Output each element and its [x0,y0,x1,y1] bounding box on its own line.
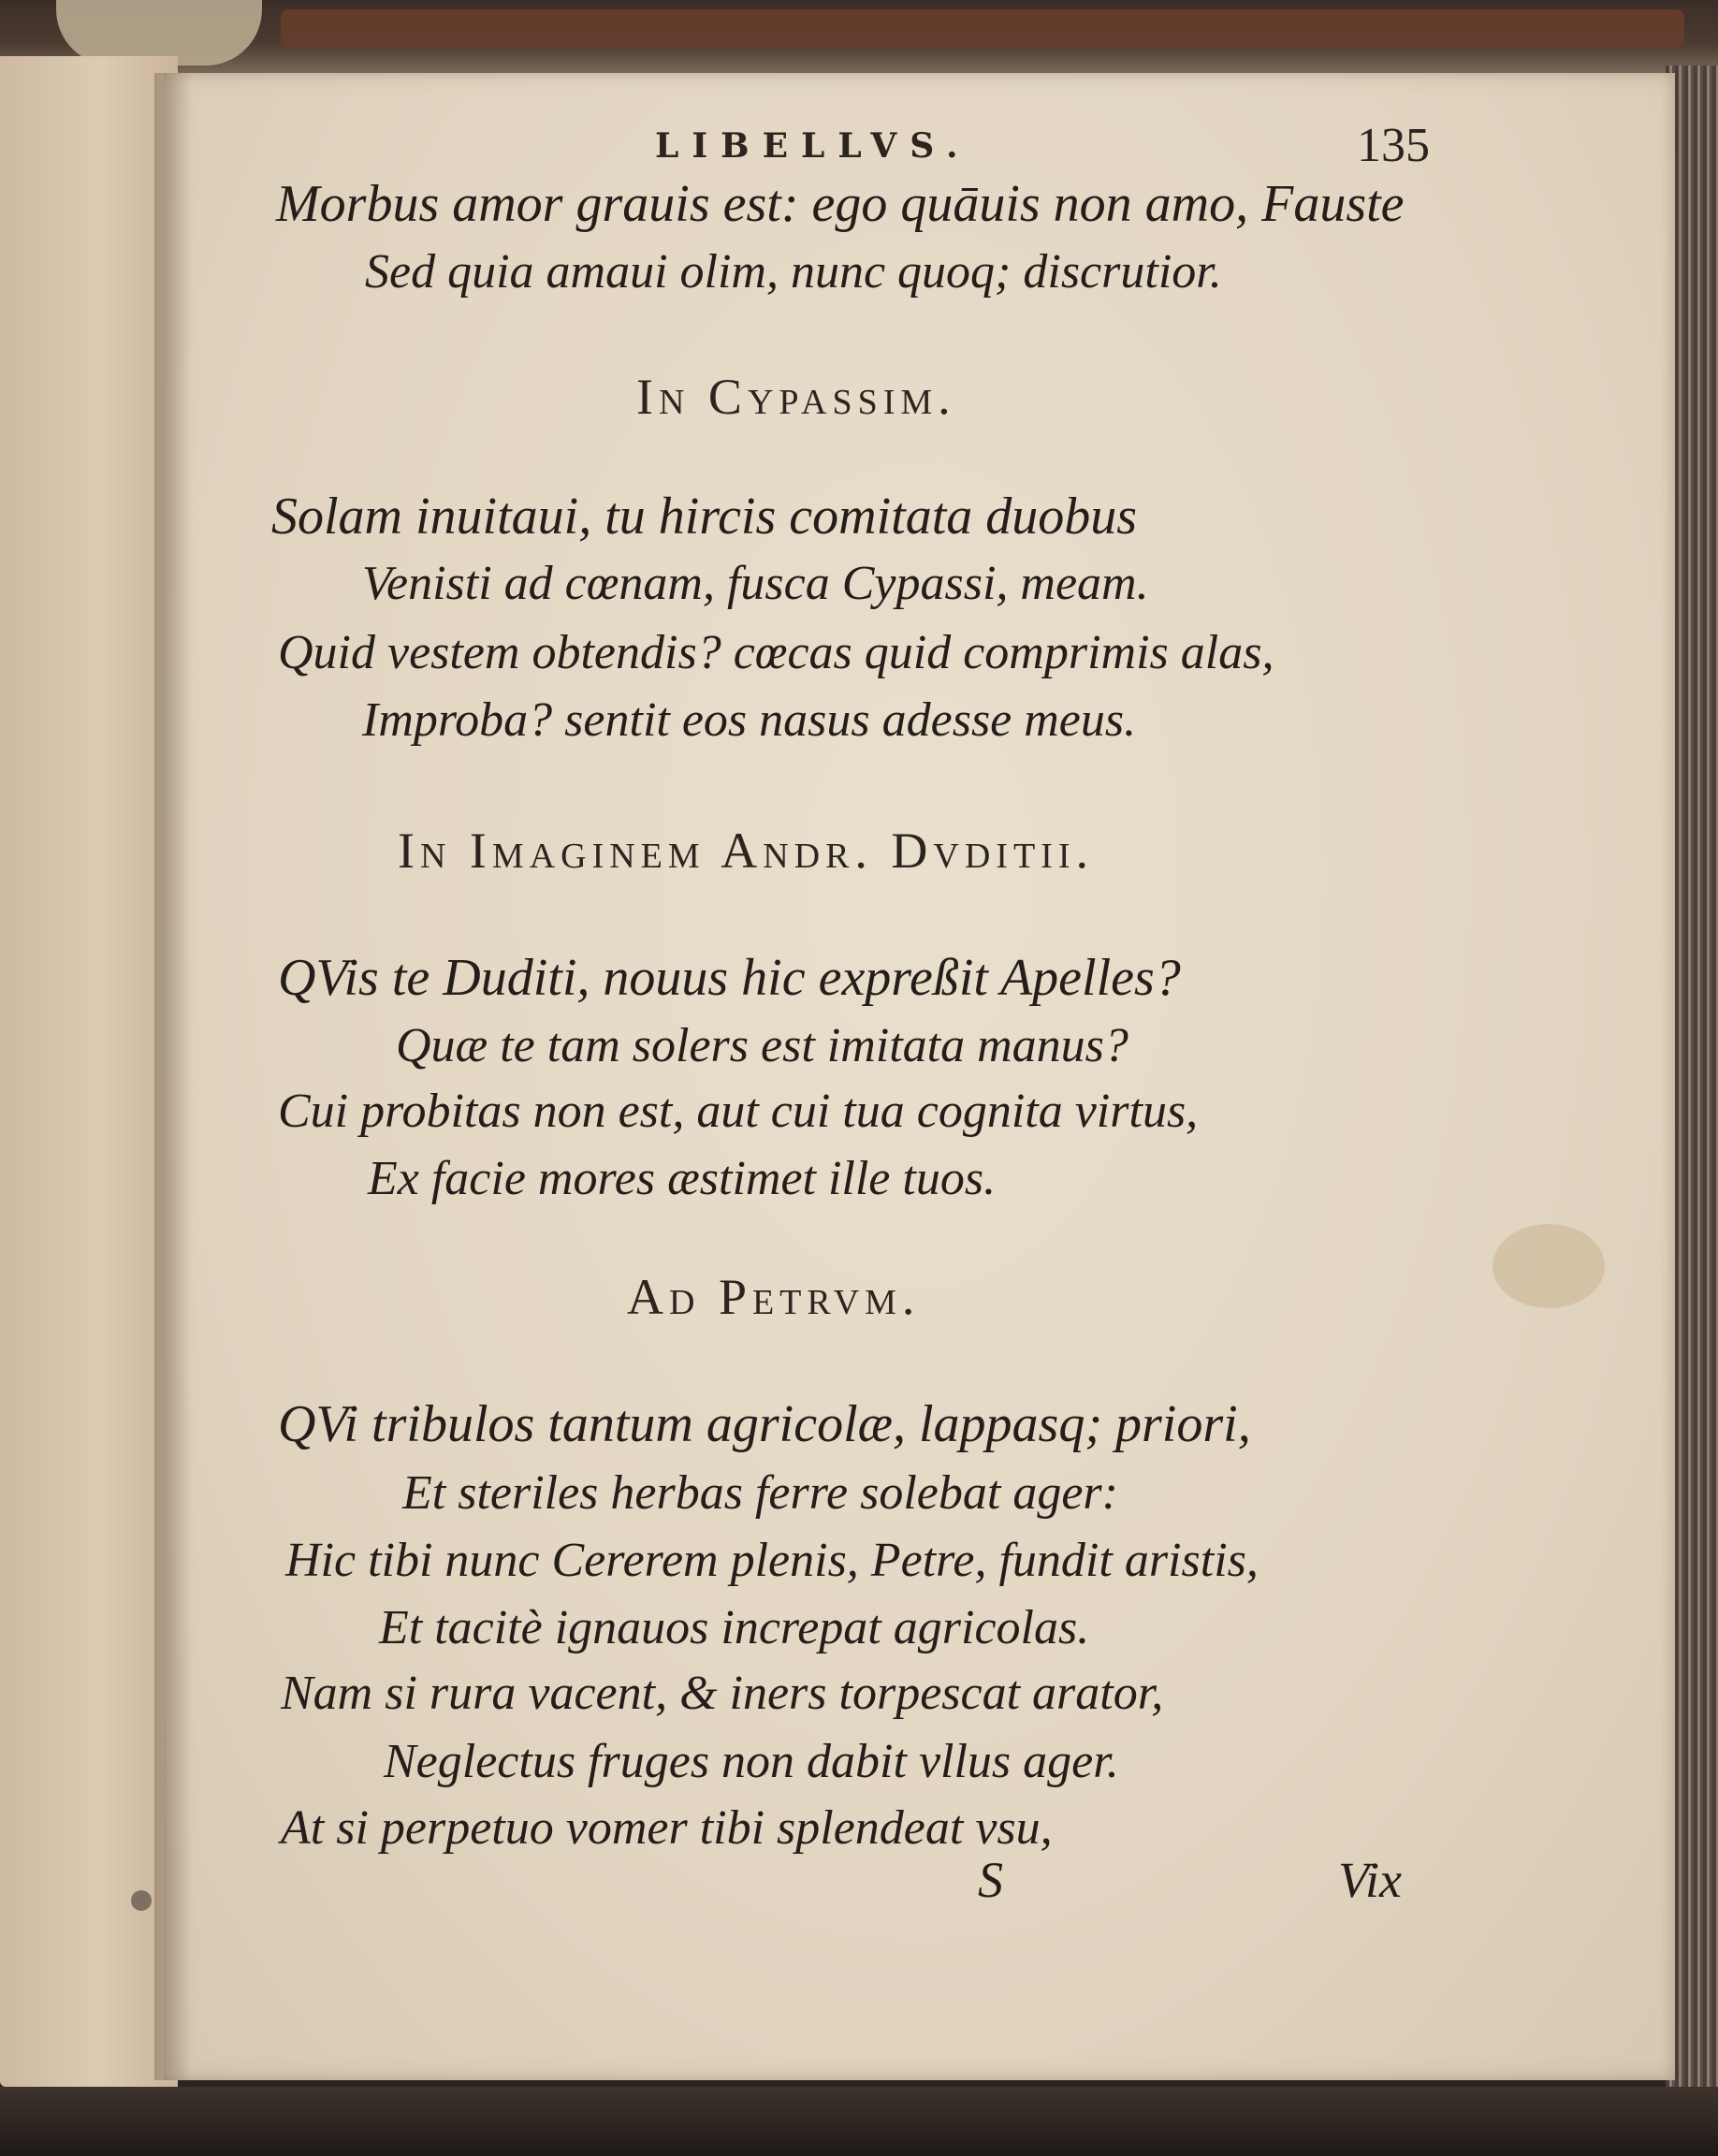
verse-line: Sed quia amaui olim, nunc quoq; discrutior. [365,245,1222,299]
verse-line: Venisti ad cœnam, fusca Cypassi, meam. [362,557,1149,610]
verse-line: Nam si rura vacent, & iners torpescat arator, [281,1667,1164,1720]
verse-line: Et steriles herbas ferre solebat ager: [402,1466,1118,1520]
verse-line: Quæ te tam solers est imitata manus? [396,1019,1128,1072]
facing-page-edge [0,56,178,2087]
verse-line: Quid vestem obtendis? cœcas quid comprimis alas, [278,626,1274,679]
poem-title: Ad Petrvm. [627,1269,921,1325]
book-page [164,73,1675,2080]
margin-mark [131,1890,152,1911]
verse-line: QVis te Duditi, nouus hic expreßit Apelles? [278,949,1181,1007]
verse-line: Morbus amor grauis est: ego quāuis non amo, Fauste [276,175,1405,233]
poem-title: In Cypassim. [636,369,956,425]
verse-line: Ex facie mores æstimet ille tuos. [368,1152,997,1205]
paper-stain [1492,1224,1605,1308]
running-head: LIBELLVS. [655,126,971,166]
headband [281,9,1684,47]
book-bottom-edge [0,2087,1718,2156]
gutter-shadow [154,73,192,2080]
poem-title: In Imaginem Andr. Dvditii. [398,823,1094,879]
verse-line: Cui probitas non est, aut cui tua cognita virtus, [278,1085,1199,1138]
verse-line: At si perpetuo vomer tibi splendeat vsu, [281,1801,1053,1855]
verse-line: Improba? sentit eos nasus adesse meus. [362,693,1137,747]
verse-line: Hic tibi nunc Cererem plenis, Petre, fundit aristis, [285,1534,1259,1587]
verse-line: Et tacitè ignauos increpat agricolas. [379,1601,1090,1654]
verse-line: Solam inuitaui, tu hircis comitata duobus [271,488,1138,546]
verse-line: QVi tribulos tantum agricolæ, lappasq; priori, [278,1395,1251,1453]
verse-line: Neglectus fruges non dabit vllus ager. [384,1735,1119,1788]
page-number: 135 [1357,119,1430,172]
book-top-edge [0,0,1718,73]
signature-mark: S [978,1852,1003,1908]
catchword: Vix [1338,1852,1402,1908]
